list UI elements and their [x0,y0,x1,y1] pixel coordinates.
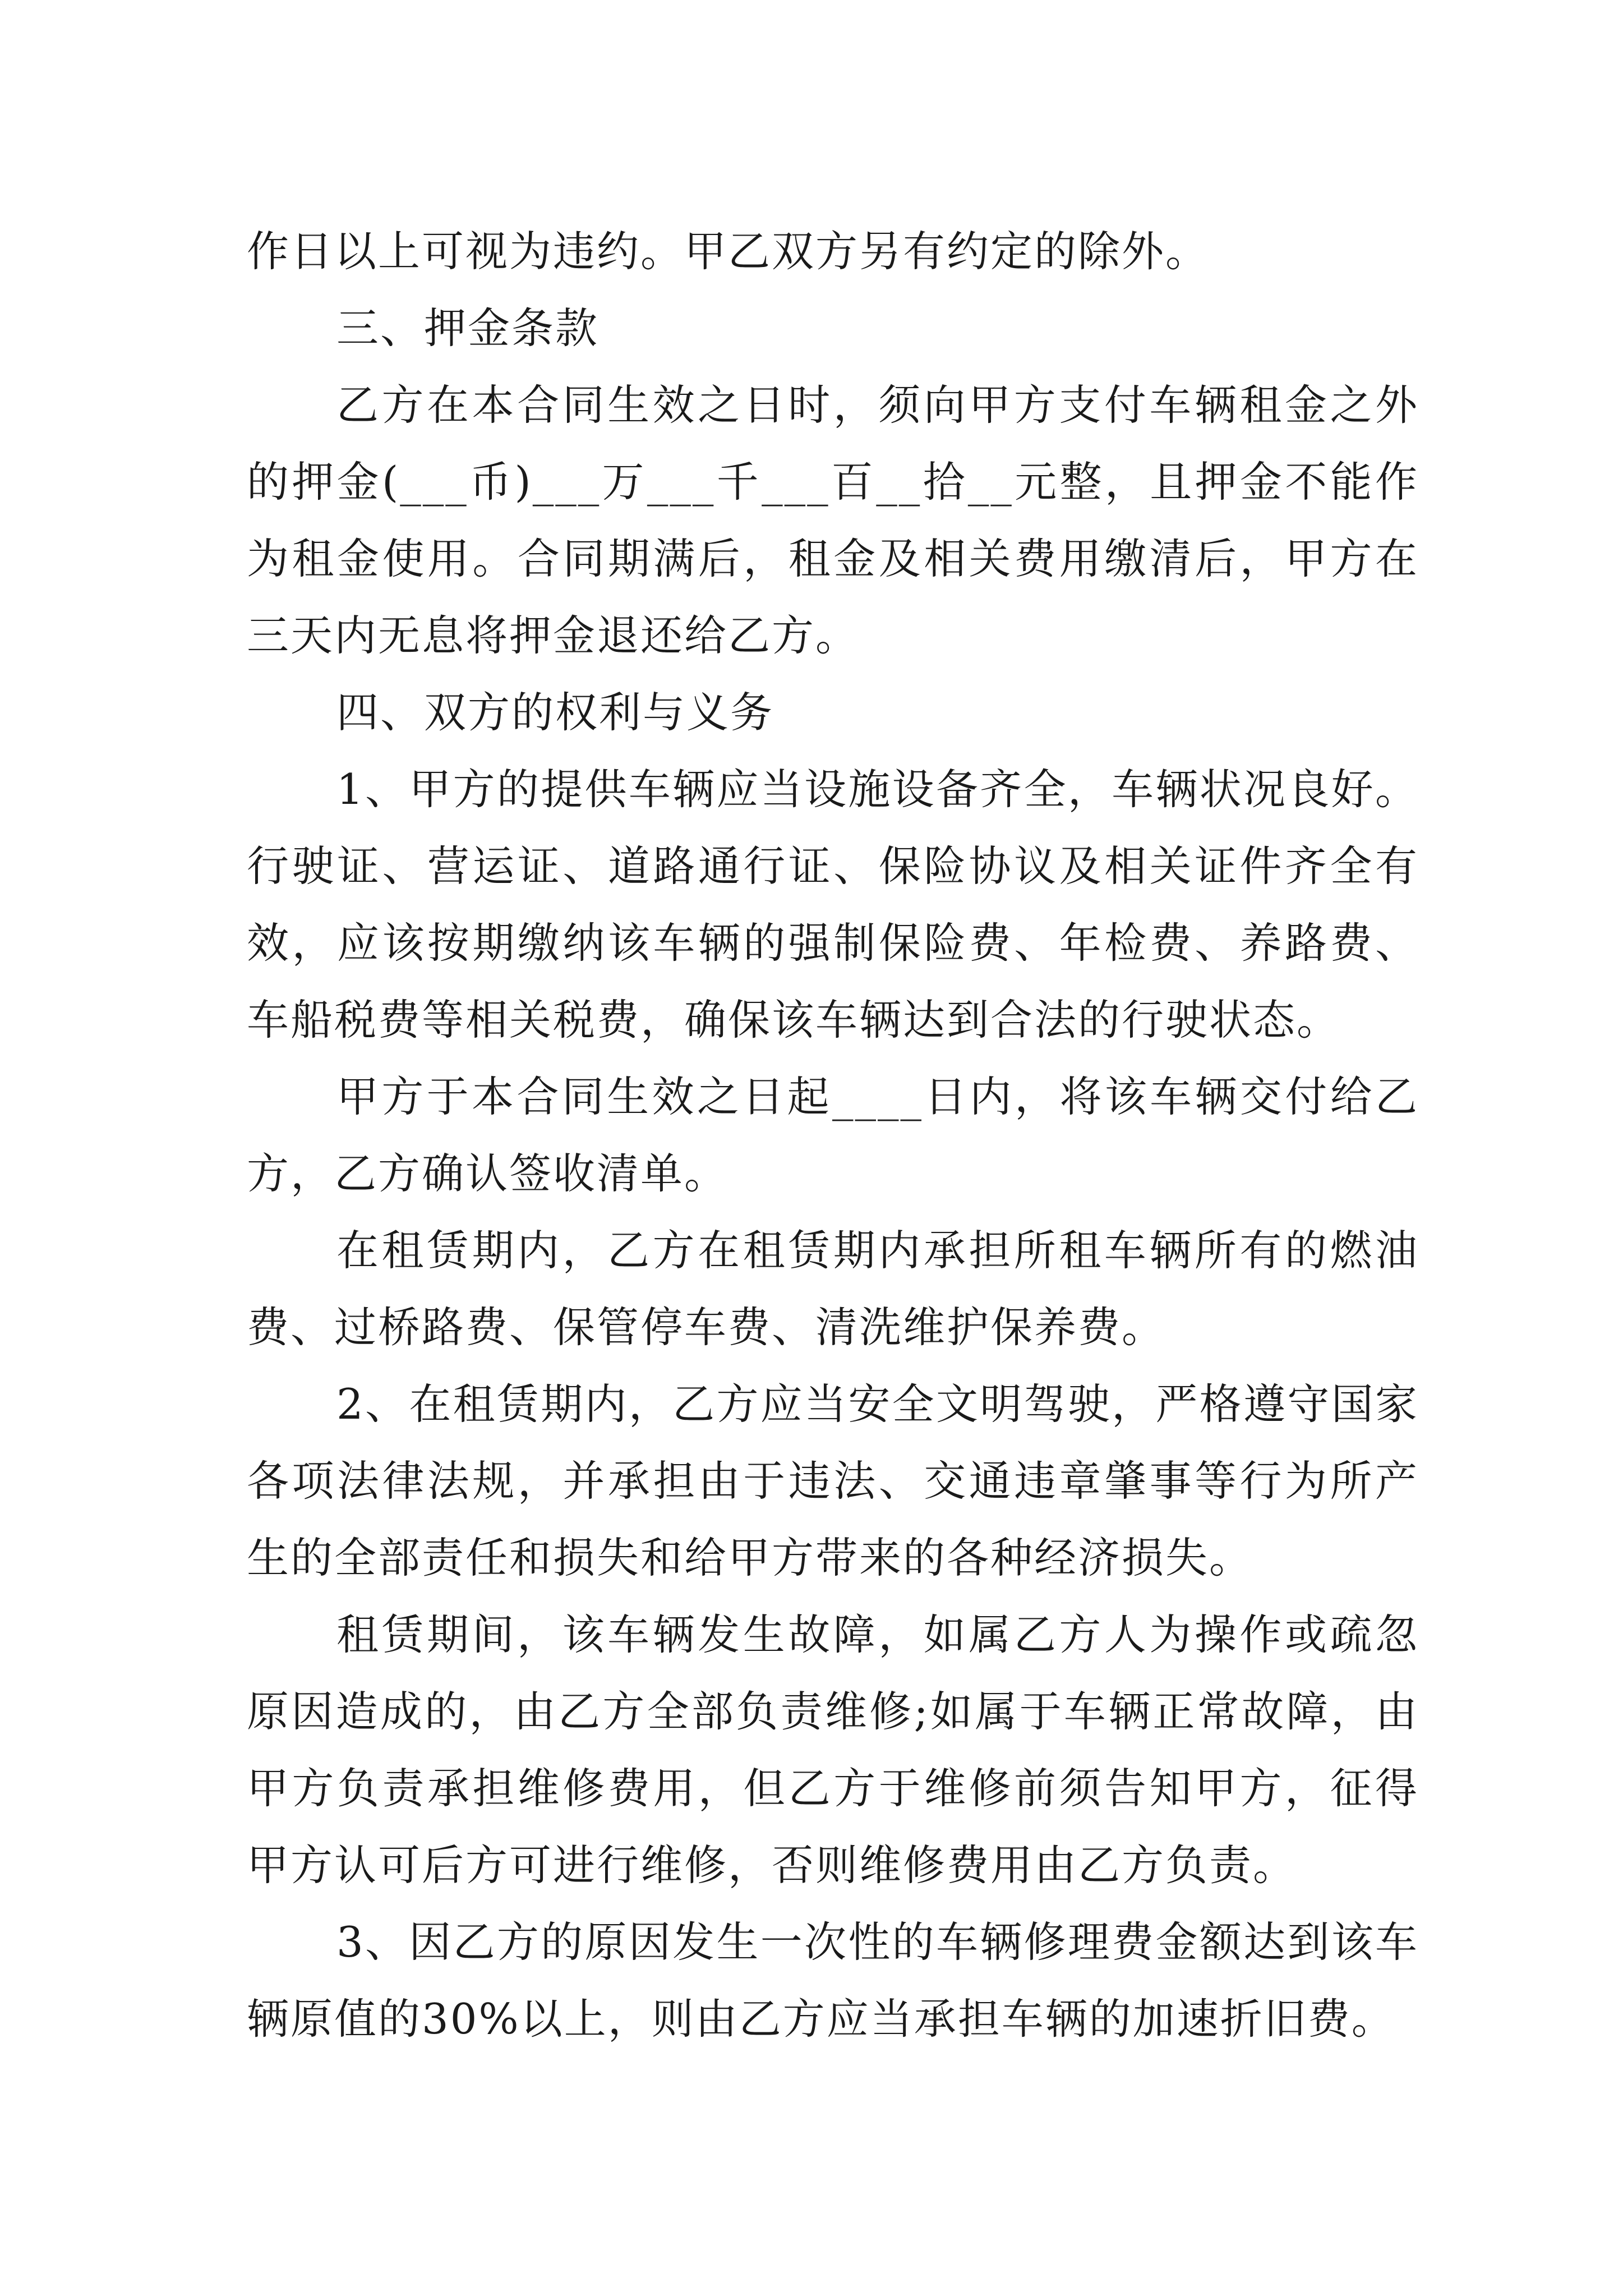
document-page [247,213,1419,2058]
paragraph-continuation: 作日以上可视为违约。甲乙双方另有约定的除外。 [247,227,1210,276]
paragraph-lessee-expenses: 在租赁期内，乙方在租赁期内承担所租车辆所有的燃油费、过桥路费、保管停车费、清洗维护保养费。 [247,1226,1419,1352]
paragraph-clause-1: 1、甲方的提供车辆应当设施设备齐全，车辆状况良好。行驶证、营运证、道路通行证、保险协议及相关证件齐全有效，应该按期缴纳该车辆的强制保险费、年检费、养路费、车船税费等相关税费，确保该车辆达到合法的行驶状态。 [247,765,1419,1045]
paragraph-clause-3: 3、因乙方的原因发生一次性的车辆修理费金额达到该车辆原值的30%以上，则由乙方应当承担车辆的加速折旧费。 [247,1917,1419,2044]
paragraph-repairs: 租赁期间，该车辆发生故障，如属乙方人为操作或疏忽原因造成的，由乙方全部负责维修;如属于车辆正常故障，由甲方负责承担维修费用，但乙方于维修前须告知甲方，征得甲方认可后方可进行维修，否则维修费用由乙方负责。 [247,1610,1419,1890]
section-heading-deposit: 三、押金条款 [336,303,600,353]
section-heading-rights-obligations: 四、双方的权利与义务 [336,688,774,737]
paragraph-clause-2: 2、在租赁期内，乙方应当安全文明驾驶，严格遵守国家各项法律法规，并承担由于违法、交通违章肇事等行为所产生的全部责任和损失和给甲方带来的各种经济损失。 [247,1379,1419,1582]
paragraph-deposit-terms: 乙方在本合同生效之日时，须向甲方支付车辆租金之外的押金(___币)___万___千___百__拾__元整，且押金不能作为租金使用。合同期满后，租金及相关费用缴清后，甲方在三天内无息将押金退还给乙方。 [247,380,1419,660]
paragraph-vehicle-delivery: 甲方于本合同生效之日起____日内，将该车辆交付给乙方，乙方确认签收清单。 [247,1072,1419,1198]
